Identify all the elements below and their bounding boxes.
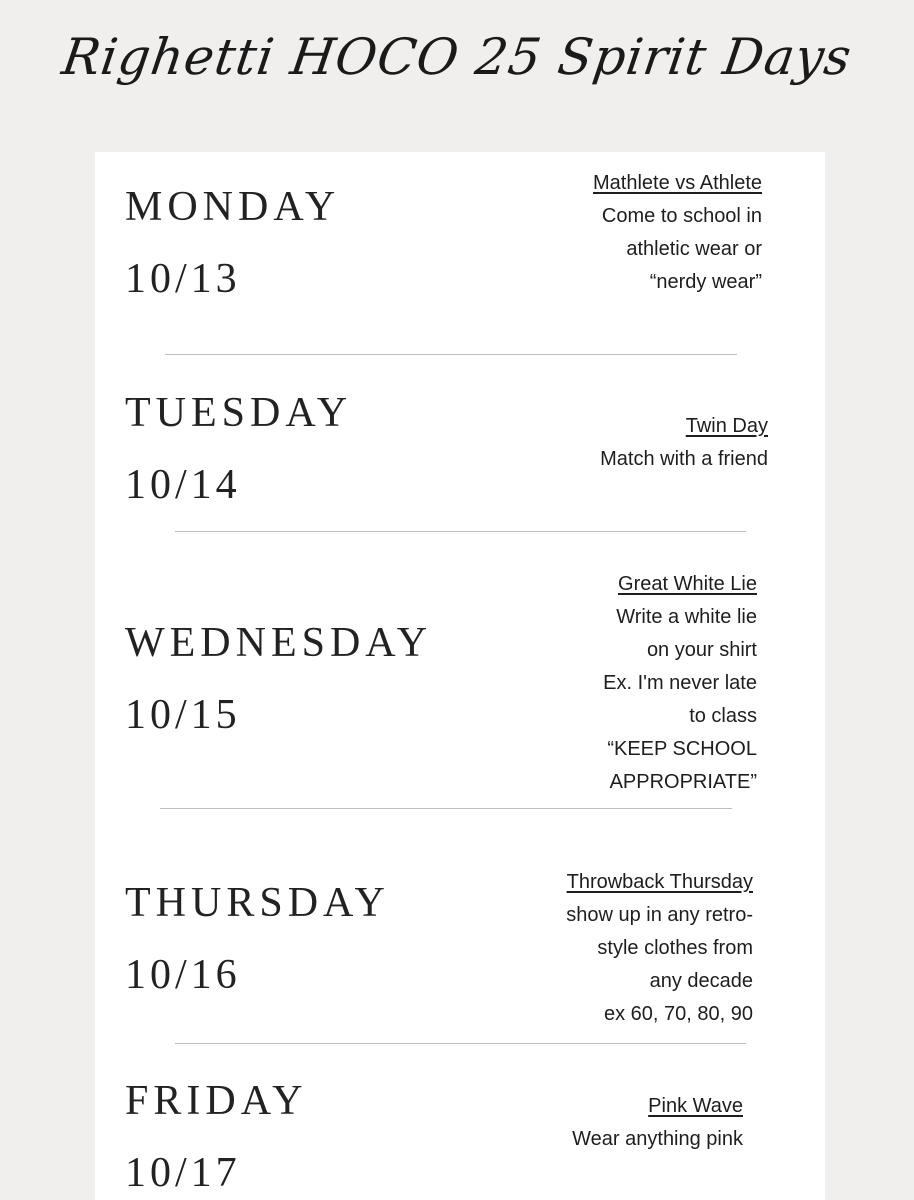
day-date: 10/15 <box>125 692 241 738</box>
description-line: APPROPRIATE” <box>609 771 757 793</box>
day-description-wednesday <box>603 568 757 799</box>
theme-title: Great White Lie <box>618 573 757 595</box>
day-date: 10/17 <box>125 1150 241 1196</box>
day-heading-friday <box>125 1080 308 1194</box>
theme-title: Throwback Thursday <box>566 871 753 893</box>
day-name: WEDNESDAY <box>125 620 433 666</box>
theme-title: Pink Wave <box>648 1095 743 1117</box>
divider <box>175 1043 746 1044</box>
day-description-tuesday <box>600 410 768 476</box>
day-name: MONDAY <box>125 184 341 230</box>
day-name: THURSDAY <box>125 880 390 926</box>
description-line: Come to school in <box>601 205 762 227</box>
day-description-monday <box>593 167 762 299</box>
day-date: 10/14 <box>125 462 241 508</box>
description-line: to class <box>689 705 757 727</box>
theme-title: Mathlete vs Athlete <box>593 172 762 194</box>
divider <box>160 808 732 809</box>
description-line: Match with a friend <box>600 448 768 470</box>
description-line: show up in any retro- <box>566 904 753 926</box>
description-line: Write a white lie <box>616 606 757 628</box>
day-heading-tuesday <box>125 392 352 506</box>
description-line: “KEEP SCHOOL <box>607 738 757 760</box>
day-heading-monday <box>125 186 340 300</box>
day-date: 10/16 <box>125 952 241 998</box>
day-name: FRIDAY <box>125 1078 308 1124</box>
description-line: Ex. I'm never late <box>603 672 757 694</box>
day-heading-thursday <box>125 882 390 996</box>
theme-title: Twin Day <box>685 415 768 437</box>
description-line: ex 60, 70, 80, 90 <box>603 1003 753 1025</box>
description-line: on your shirt <box>646 639 757 661</box>
description-line: Wear anything pink <box>572 1128 743 1150</box>
divider <box>165 354 737 355</box>
day-heading-wednesday <box>125 622 432 736</box>
schedule-card <box>95 152 825 1200</box>
day-date: 10/13 <box>125 256 241 302</box>
description-line: “nerdy wear” <box>649 271 762 293</box>
description-line: athletic wear or <box>626 238 762 260</box>
description-line: any decade <box>649 970 753 992</box>
description-line: style clothes from <box>597 937 753 959</box>
day-description-friday <box>572 1090 743 1156</box>
divider <box>175 531 746 532</box>
day-name: TUESDAY <box>125 390 353 436</box>
page-title: Righetti HOCO 25 Spirit Days <box>58 28 856 86</box>
day-description-thursday <box>566 866 753 1031</box>
